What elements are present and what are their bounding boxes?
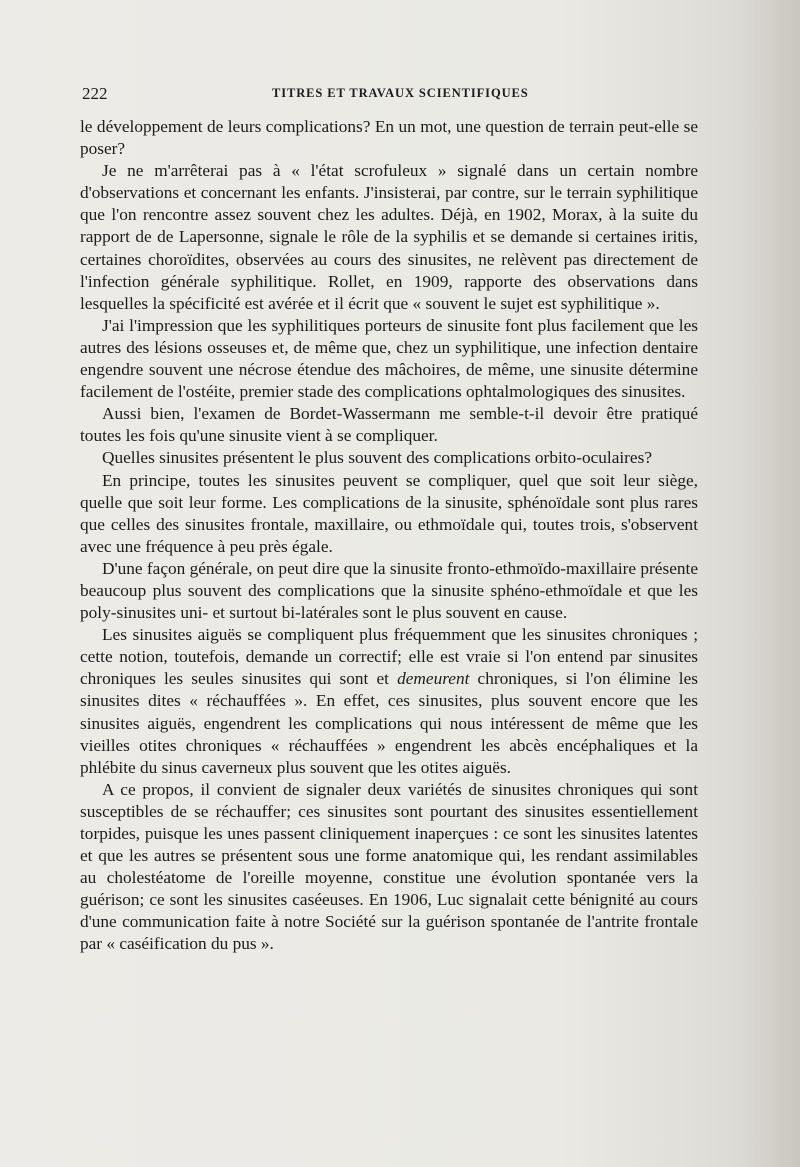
paragraph-7: D'une façon générale, on peut dire que la sinusite fronto-ethmoïdo-maxillaire présente beaucoup plus souvent des complications que la sinusite sphéno-ethmoïdale et que les poly-sinusites uni- et surtout bi-latérales sont le plus souvent en cause. xyxy=(80,558,698,623)
running-title: TITRES ET TRAVAUX SCIENTIFIQUES xyxy=(272,86,529,100)
emphasis-demeurent: demeurent xyxy=(397,669,470,689)
paragraph-9: A ce propos, il convient de signaler deux variétés de sinusites chroniques qui sont susceptibles de se réchauffer; ces sinusites sont pourtant des sinusites essentiellement torpides, puisque les unes passent cliniquement inaperçues : ce sont les sinusites latentes et que les autres se présentent sous une forme anatomique qui, les rendant assimilables au cholestéatome de l'oreille moyenne, constitue une évolution spontanée vers la guérison; ce sont les sinusites caséeuses. En 1906, Luc signalait cette bénignité au cours d'une communication faite à notre Société sur la guérison spontanée de l'antrite frontale par « caséification du pus ». xyxy=(80,779,698,954)
page-header xyxy=(82,84,696,108)
paragraph-8-end: chroniques, si l'on élimine les sinusites dites « réchauffées ». En effet, ces sinusites, plus souvent encore que les sinusites aiguës, engendrent les complications qui nous intéressent de même que les vieilles otites chroniques « réchauffées » engendrent les abcès encéphaliques et la phlébite du sinus caverneux plus souvent que les otites aiguës. xyxy=(80,669,698,777)
body-text xyxy=(80,116,698,956)
paragraph-2: Je ne m'arrêterai pas à « l'état scrofuleux » signalé dans un certain nombre d'observations et concernant les enfants. J'insisterai, par contre, sur le terrain syphilitique que l'on rencontre assez souvent chez les adultes. Déjà, en 1902, Morax, à la suite du rapport de de Lapersonne, signale le rôle de la syphilis et se demande si certaines iritis, certaines choroïdites, observées au cours des sinusites, ne relèvent pas directement de l'infection générale syphilitique. Rollet, en 1909, rapporte des observations dans lesquelles la spécificité est avérée et il écrit que « souvent le sujet est syphilitique ». xyxy=(80,161,698,313)
paragraph-8 xyxy=(80,624,698,779)
paragraph-4: Aussi bien, l'examen de Bordet-Wassermann me semble-t-il devoir être pratiqué toutes les fois qu'une sinusite vient à se compliquer. xyxy=(80,404,698,446)
page-number: 222 xyxy=(82,84,108,103)
paragraph-8-start: Les sinusites aiguës se compliquent plus fréquemment que les sinusites chroniques ; cette notion, toutefois, demande un correctif; elle est vraie si l'on entend par sinusites chroniques les seules sinusites qui sont et xyxy=(80,625,698,689)
paragraph-1: le développement de leurs complications? En un mot, une question de terrain peut-elle se poser? xyxy=(80,117,698,159)
paragraph-3: J'ai l'impression que les syphilitiques porteurs de sinusite font plus facilement que les autres des lésions osseuses et, de même que, chez un syphilitique, une infection dentaire engendre souvent une nécrose étendue des mâchoires, de même, une sinusite détermine facilement de l'ostéite, premier stade des complications ophtalmologiques des sinusites. xyxy=(80,315,698,402)
paragraph-6: En principe, toutes les sinusites peuvent se compliquer, quel que soit leur siège, quelle que soit leur forme. Les complications de la sinusite, sphénoïdale sont plus rares que celles des sinusites frontale, maxillaire, ou ethmoïdale qui, toutes trois, s'observent avec une fréquence à peu près égale. xyxy=(80,470,698,556)
paragraph-5: Quelles sinusites présentent le plus souvent des complications orbito-oculaires? xyxy=(102,448,652,468)
